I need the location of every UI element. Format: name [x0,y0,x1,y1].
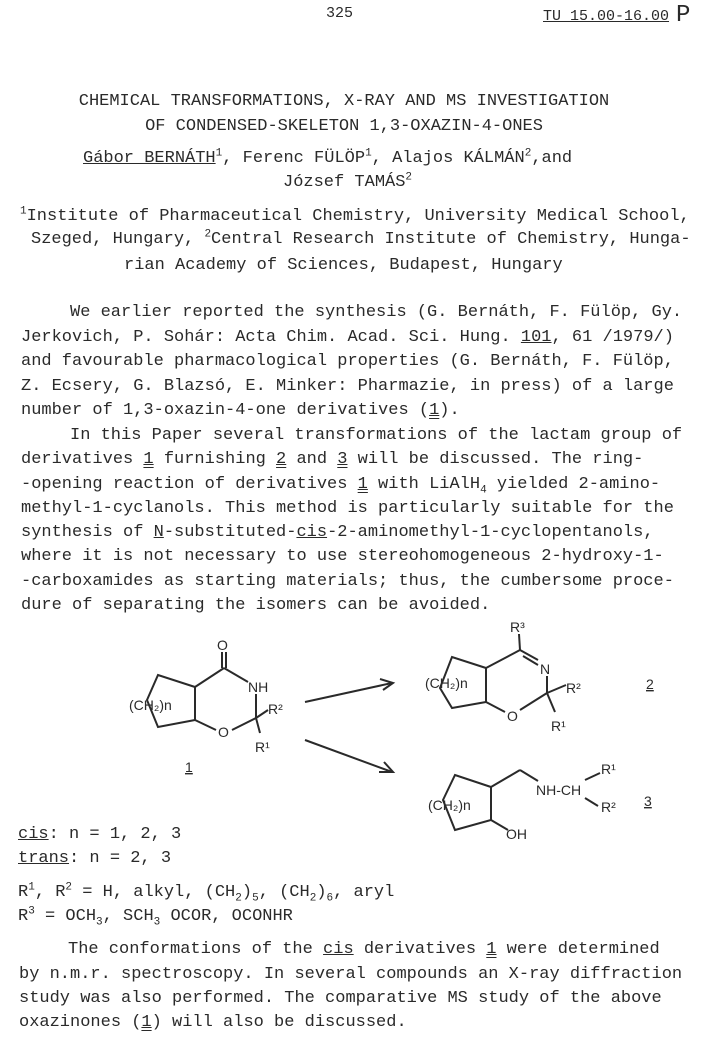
author: , Ferenc FÜLÖP [222,149,366,168]
substituent-label: R¹ [601,761,616,777]
presenting-author: Gábor BERNÁTH [83,149,216,168]
compound-ref: 1 [357,475,368,494]
bond [224,668,248,682]
bond [547,693,555,712]
text: R [18,883,29,902]
compound-ref: 3 [337,450,348,469]
bond [491,770,520,787]
ring-label: (CH₂)n [425,675,468,691]
bond [519,634,520,650]
subscript: 3 [153,916,161,929]
italic-term: N [153,523,164,542]
substituent-label: R³ [510,619,525,635]
text: The conformations of the [68,940,324,959]
affiliation-text: Szeged, Hungary, [31,230,205,249]
text: -substituted- [163,523,297,542]
para2-line: where it is not necessary to use stereohomogeneous 2-hydroxy-1- [21,547,664,566]
bond [520,693,547,710]
superscript: 1 [28,881,35,894]
text: will be discussed. The ring- [347,450,644,469]
text: = H, alkyl, (CH [72,883,236,902]
para3-line: by n.m.r. spectroscopy. In several compounds an X-ray diffraction [19,965,683,984]
bond [195,668,224,687]
text: R [18,907,29,926]
text: -opening reaction of derivatives [21,475,358,494]
bond [232,718,256,730]
text: synthesis of [21,523,154,542]
bond [585,773,600,780]
legend-r1-r2 [18,883,394,903]
text: ). [439,401,460,420]
atom-label: N [540,661,551,677]
title-line-1: CHEMICAL TRANSFORMATIONS, X-RAY AND MS INVESTIGATION [78,92,610,111]
text: cis [18,825,49,844]
bond [547,685,566,693]
text: number of 1,3-oxazin-4-one derivatives ( [21,401,430,420]
para3-line: study was also performed. The comparative MS study of the above [19,989,662,1008]
atom-label: NH-CH [536,782,582,798]
compound-ref: 1 [429,401,440,420]
text: derivatives [353,940,487,959]
compound-number: 2 [646,676,654,692]
session-time: TU 15.00-16.00 [543,8,670,25]
atom-label: O [507,708,518,724]
para3-line [19,1013,407,1033]
text: derivatives [21,450,144,469]
affiliation-line-3: rian Academy of Sciences, Budapest, Hungary [124,256,563,275]
text: , aryl [333,883,395,902]
text: Jerkovich, P. Sohár: Acta Chim. Acad. Sci. Hung. [21,328,521,347]
text: : n = 1, 2, 3 [48,825,182,844]
bond [256,710,268,718]
compound-ref: 1 [486,940,497,959]
bond [195,720,216,730]
affil-mark: 1 [20,205,27,218]
text: , (CH [258,883,310,902]
affil-mark: 1 [215,147,223,160]
para2-line: methyl-1-cyclanols. This method is particularly suitable for the [21,499,674,518]
compound-number: 3 [644,793,652,809]
compound-ref: 2 [276,450,287,469]
text: and [286,450,338,469]
page-number: 325 [326,5,354,22]
affiliation-text: Central Research Institute of Chemistry, Hunga- [211,230,691,249]
text: ) [241,883,253,902]
substituent-label: R² [566,680,581,696]
affiliation-text: Institute of Pharmaceutical Chemistry, University Medical School, [26,207,690,226]
text: ) [316,883,327,902]
compound-ref: 1 [143,450,154,469]
para2-line: In this Paper several transformations of the lactam group of [70,426,683,445]
text: with LiAlH [367,475,481,494]
text: ) will also be discussed. [151,1013,407,1032]
para1-line: We earlier reported the synthesis (G. Bernáth, F. Fülöp, Gy. [70,303,683,322]
italic-term: cis [296,523,328,542]
affil-mark: 2 [204,228,212,241]
author-conjunction: ,and [531,149,573,168]
legend-trans [18,849,171,869]
superscript: 2 [65,881,73,894]
text: = OCH [34,907,97,926]
para1-line: Z. Ecsery, G. Blazsó, E. Minker: Pharmazie, in press) of a large [21,377,674,396]
bond [585,798,598,806]
text: : n = 2, 3 [69,849,172,868]
title-line-2: OF CONDENSED-SKELETON 1,3-OXAZIN-4-ONES [145,117,543,136]
bond [486,650,520,668]
affil-mark: 2 [524,147,532,160]
bond [256,718,260,733]
substituent-label: R¹ [255,739,270,755]
para1-line: and favourable pharmacological properties (G. Bernáth, F. Fülöp, [21,352,674,371]
para2-line: -carboxamides as starting materials; thus, the cumbersome proce- [21,572,674,591]
atom-label: OH [506,826,527,842]
bond [520,770,538,781]
text: furnishing [153,450,277,469]
atom-label: O [217,637,228,653]
subscript: 4 [480,484,487,497]
para3-line [68,940,660,960]
compound-2-structure [425,619,654,734]
author: József TAMÁS [283,173,406,192]
subscript: 6 [326,892,334,905]
superscript: 3 [28,905,35,918]
volume-number: 101 [520,328,552,347]
compound-number: 1 [185,759,193,775]
atom-label: O [218,724,229,740]
text: , SCH [102,907,154,926]
compound-1-structure [129,637,283,775]
ring-label: (CH₂)n [428,797,471,813]
para2-line: dure of separating the isomers can be avoided. [21,596,491,615]
reaction-arrow-lower [305,740,393,772]
bond [486,702,505,712]
substituent-label: R² [601,799,616,815]
ring-label: (CH₂)n [129,697,172,713]
author: , Alajos KÁLMÁN [371,149,525,168]
atom-label: NH [248,679,269,695]
text: , 61 /1979/) [551,328,674,347]
reaction-arrow-upper [305,679,393,702]
legend-r3 [18,907,293,927]
text: OCOR, OCONHR [160,907,293,926]
compound-ref: 1 [141,1013,152,1032]
subscript: 2 [235,892,242,905]
substituent-label: R² [268,701,283,717]
legend-cis [18,825,181,845]
subscript: 5 [252,892,259,905]
text: were determined [496,940,660,959]
text: yielded 2-amino- [486,475,661,494]
subscript: 3 [96,916,103,929]
subscript: 2 [309,892,317,905]
presentation-type: P [676,2,691,29]
text: -2-aminomethyl-1-cyclopentanols, [327,523,654,542]
affil-mark: 2 [405,171,413,184]
compound-3-structure [428,761,652,842]
text: oxazinones ( [19,1013,142,1032]
affil-mark: 1 [365,147,372,160]
text: trans [18,849,70,868]
text: , R [34,883,66,902]
substituent-label: R¹ [551,718,566,734]
bond [523,656,538,665]
italic-term: cis [323,940,354,959]
